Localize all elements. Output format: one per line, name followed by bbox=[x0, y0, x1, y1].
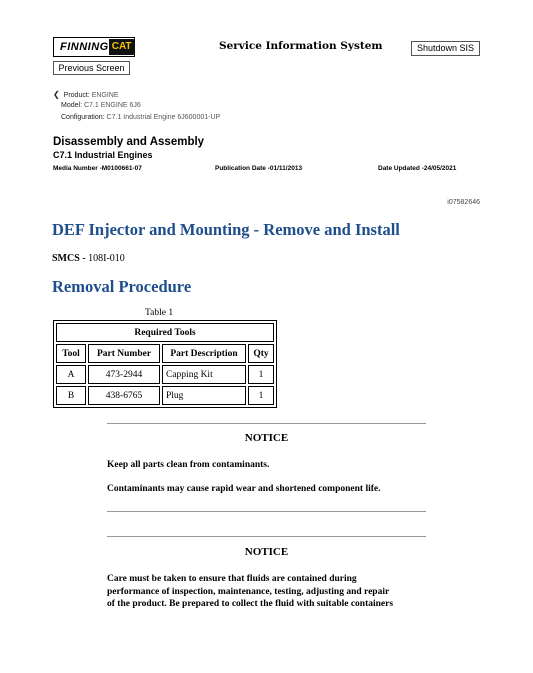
smcs-value: 108I-010 bbox=[88, 253, 125, 264]
document-title: Disassembly and Assembly bbox=[53, 136, 205, 148]
date-updated: Date Updated -24/05/2021 bbox=[378, 165, 457, 172]
table-header: Tool bbox=[56, 344, 86, 363]
table-header: Part Description bbox=[162, 344, 246, 363]
smcs-label: SMCS - bbox=[52, 253, 86, 264]
document-id: i07582646 bbox=[447, 199, 480, 206]
logo-text: FINNING bbox=[60, 41, 109, 53]
notice-text: Keep all parts clean from contaminants. bbox=[107, 460, 270, 470]
configuration-label: Configuration: bbox=[61, 114, 105, 121]
table-caption: Table 1 bbox=[145, 308, 174, 318]
table-cell: 473-2944 bbox=[88, 365, 160, 384]
section-heading: Removal Procedure bbox=[52, 277, 192, 296]
table-header: Qty bbox=[248, 344, 274, 363]
notice-text: Contaminants may cause rapid wear and shortened component life. bbox=[107, 484, 381, 494]
notice-text: performance of inspection, maintenance, testing, adjusting and repair bbox=[107, 587, 390, 597]
cat-logo-icon: CAT bbox=[109, 39, 135, 55]
product-value: ENGINE bbox=[91, 92, 119, 99]
table-cell: 1 bbox=[248, 386, 274, 405]
divider bbox=[107, 423, 426, 424]
required-tools-table bbox=[53, 320, 277, 408]
table-cell: A bbox=[56, 365, 86, 384]
document-subtitle: C7.1 Industrial Engines bbox=[53, 150, 153, 160]
table-cell: 438-6765 bbox=[88, 386, 160, 405]
configuration-row bbox=[61, 114, 220, 121]
table-cell: Capping Kit bbox=[162, 365, 246, 384]
product-row bbox=[53, 90, 119, 99]
chevron-left-icon[interactable]: ❮ bbox=[53, 90, 60, 99]
product-label: Product: bbox=[63, 92, 90, 99]
model-label: Model: bbox=[61, 102, 83, 109]
table-cell: Plug bbox=[162, 386, 246, 405]
divider bbox=[107, 511, 426, 512]
table-header: Part Number bbox=[88, 344, 160, 363]
configuration-value: C7.1 Industrial Engine 6J600001-UP bbox=[106, 114, 221, 121]
notice-text: of the product. Be prepared to collect the fluid with suitable containers bbox=[107, 599, 394, 609]
model-value: C7.1 ENGINE 6J6 bbox=[83, 102, 141, 109]
shutdown-sis-button[interactable]: Shutdown SIS bbox=[411, 41, 480, 56]
table-cell: 1 bbox=[248, 365, 274, 384]
table-title: Required Tools bbox=[56, 323, 274, 342]
model-row bbox=[61, 102, 141, 109]
table-row bbox=[56, 386, 274, 405]
procedure-heading: DEF Injector and Mounting - Remove and Install bbox=[52, 220, 400, 239]
page-title: Service Information System bbox=[219, 40, 383, 52]
notice-heading: NOTICE bbox=[244, 546, 289, 558]
smcs-code bbox=[52, 253, 125, 264]
publication-date: Publication Date -01/11/2013 bbox=[215, 165, 303, 172]
notice-heading: NOTICE bbox=[244, 432, 289, 444]
divider bbox=[107, 536, 426, 537]
table-cell: B bbox=[56, 386, 86, 405]
table-row bbox=[56, 365, 274, 384]
finning-cat-logo bbox=[53, 37, 135, 57]
notice-text: Care must be taken to ensure that fluids are contained during bbox=[107, 574, 357, 584]
previous-screen-button[interactable]: Previous Screen bbox=[53, 61, 130, 75]
media-number: Media Number -M0100661-07 bbox=[53, 165, 142, 172]
